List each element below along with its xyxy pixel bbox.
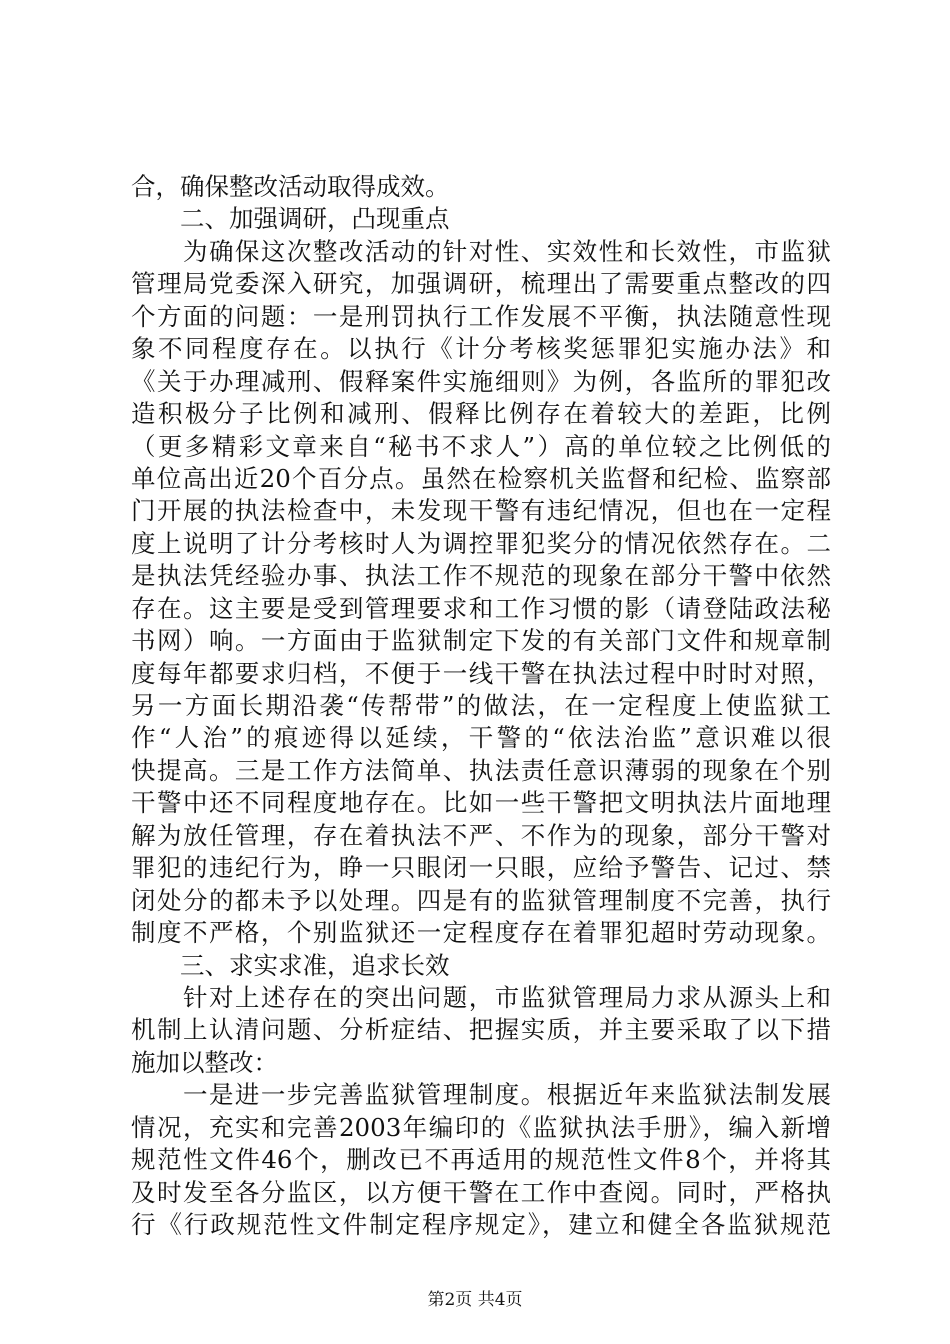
text-line: 快提高。三是工作方法简单、执法责任意识薄弱的现象在个别 — [131, 755, 831, 785]
text-line: 二、加强调研，凸现重点 — [131, 204, 450, 234]
text-line: 情况，充实和完善2003年编印的《监狱执法手册》，编入新增 — [131, 1112, 831, 1142]
text-line: 及时发至各分监区，以方便干警在工作中查阅。同时，严格执 — [131, 1177, 831, 1207]
text-line: 管理局党委深入研究，加强调研，梳理出了需要重点整改的四 — [131, 269, 831, 299]
text-line: 施加以整改： — [131, 1047, 278, 1077]
text-line: 度上说明了计分考核时人为调控罪犯奖分的情况依然存在。二 — [131, 528, 831, 558]
document-body — [131, 171, 831, 1241]
text-line: 干警中还不同程度地存在。比如一些干警把文明执法片面地理 — [131, 788, 831, 818]
page-footer: 第2页 共4页 — [427, 1290, 523, 1310]
text-line: 针对上述存在的突出问题，市监狱管理局力求从源头上和 — [131, 982, 831, 1012]
text-line: 个方面的问题：一是刑罚执行工作发展不平衡，执法随意性现 — [131, 301, 831, 331]
text-line: （更多精彩文章来自“秘书不求人”）高的单位较之比例低的 — [131, 431, 831, 461]
text-line: 闭处分的都未予以处理。四是有的监狱管理制度不完善，执行 — [131, 885, 831, 915]
text-line: 单位高出近20个百分点。虽然在检察机关监督和纪检、监察部 — [131, 463, 831, 493]
text-line: 门开展的执法检查中，未发现干警有违纪情况，但也在一定程 — [131, 496, 831, 526]
text-line: 作“人治”的痕迹得以延续，干警的“依法治监”意识难以很 — [131, 723, 831, 753]
text-line: 三、求实求准，追求长效 — [131, 950, 450, 980]
text-line: 机制上认清问题、分析症结、把握实质，并主要采取了以下措 — [131, 1015, 831, 1045]
text-line: 象不同程度存在。以执行《计分考核奖惩罪犯实施办法》和 — [131, 334, 831, 364]
text-line: 制度不严格，个别监狱还一定程度存在着罪犯超时劳动现象。 — [131, 918, 831, 948]
text-line: 合，确保整改活动取得成效。 — [131, 172, 450, 201]
text-line: 解为放任管理，存在着执法不严、不作为的现象，部分干警对 — [131, 820, 831, 850]
text-line: 为确保这次整改活动的针对性、实效性和长效性，市监狱 — [131, 236, 831, 266]
text-line: 书网）响。一方面由于监狱制定下发的有关部门文件和规章制 — [131, 626, 831, 656]
text-line: 造积极分子比例和减刑、假释比例存在着较大的差距，比例 — [131, 399, 831, 429]
text-line: 行《行政规范性文件制定程序规定》，建立和健全各监狱规范 — [131, 1210, 831, 1239]
text-line: 《关于办理减刑、假释案件实施细则》为例，各监所的罪犯改 — [131, 366, 831, 396]
text-line: 存在。这主要是受到管理要求和工作习惯的影（请登陆政法秘 — [131, 593, 831, 623]
text-line: 罪犯的违纪行为，睁一只眼闭一只眼，应给予警告、记过、禁 — [131, 853, 831, 883]
text-line: 度每年都要求归档，不便于一线干警在执法过程中时时对照， — [131, 658, 831, 688]
text-line: 规范性文件46个，删改已不再适用的规范性文件8个，并将其 — [131, 1145, 831, 1175]
text-line: 一是进一步完善监狱管理制度。根据近年来监狱法制发展 — [131, 1080, 831, 1110]
text-line: 另一方面长期沿袭“传帮带”的做法，在一定程度上使监狱工 — [131, 691, 831, 720]
text-line: 是执法凭经验办事、执法工作不规范的现象在部分干警中依然 — [131, 561, 831, 591]
